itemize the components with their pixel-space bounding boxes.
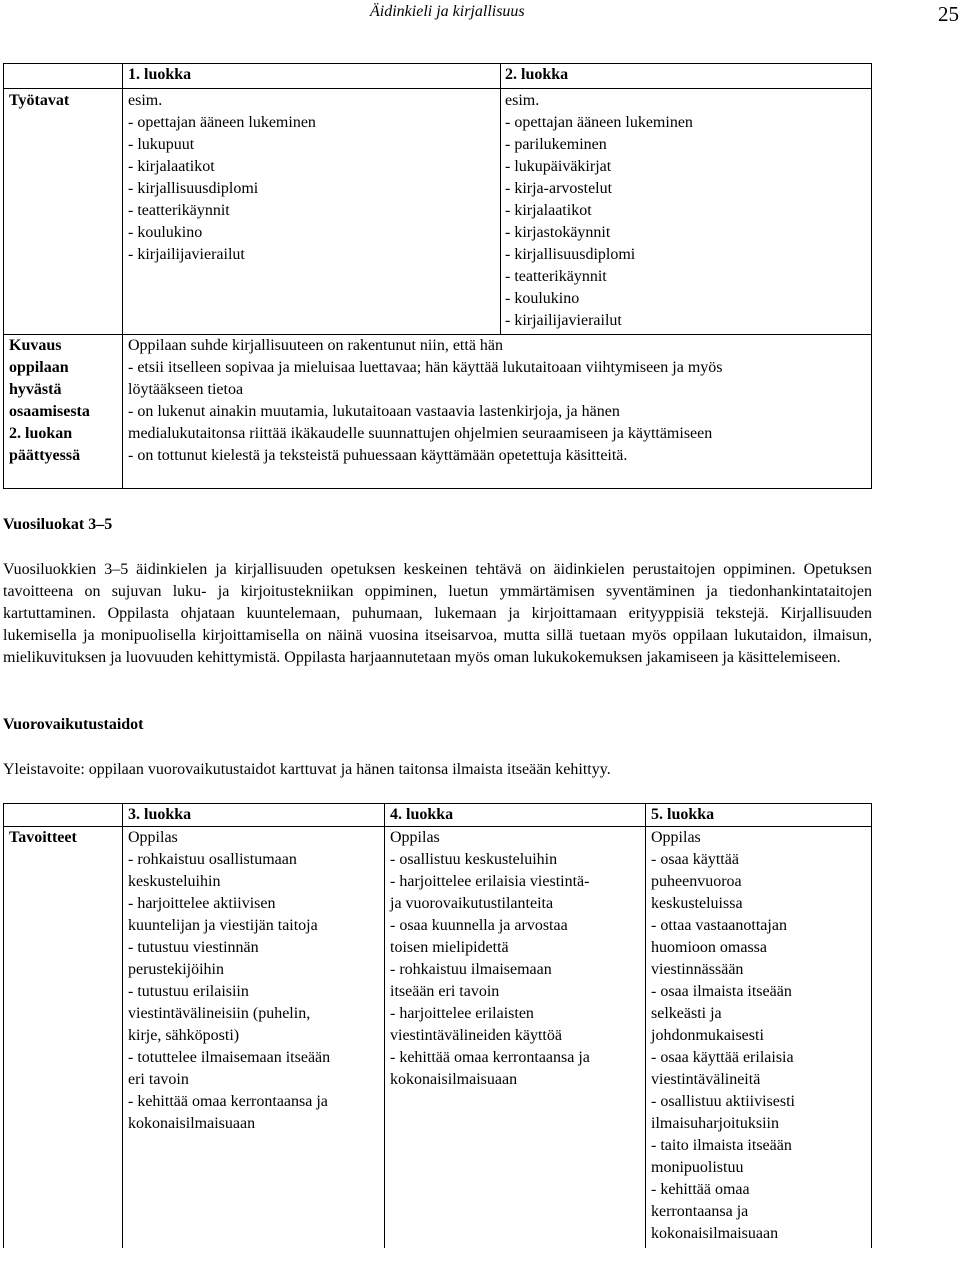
row-label-kuvaus	[9, 335, 90, 467]
section-paragraph-vuosiluokat: Vuosiluokkien 3–5 äidinkielen ja kirjallisuuden opetuksen keskeinen tehtävä on äidinkielen perustaitojen oppiminen. Opetuksen tavoitteena on sujuvan luku- ja kirjoitustekniikan oppiminen, luetun ymmärtämisen syventäminen ja tiedonhankintataitojen kartuttaminen. Oppilasta ohjataan kuuntelemaan, puhumaan, lukemaan ja kirjoittamaan erityyppisiä tekstejä. Kirjallisuuden lukemisella ja monipuolisella kirjoittamisella on näinä vuosina itseisarvoa, mutta sillä tuetaan myös oppilaan lukutaidon, ilmaisun, mielikuvituksen ja luovuuden kehittymistä. Oppilasta harjaannutetaan myös oman lukukokemuksen jakamiseen ja käsittelemiseen.	[3, 561, 872, 666]
list-item: esim.	[505, 92, 540, 109]
list-item: itseään eri tavoin	[390, 983, 500, 1000]
list-item: - lukupäiväkirjat	[505, 158, 612, 175]
list-item: perustekijöihin	[128, 961, 224, 978]
running-header-title: Äidinkieli ja kirjallisuus	[370, 3, 525, 20]
list-item: - totuttelee ilmaisemaan itseään	[128, 1049, 331, 1066]
list-item: - kirjalaatikot	[128, 158, 215, 175]
page-number: 25	[938, 2, 959, 26]
list-item: kokonaisilmaisuaan	[390, 1071, 518, 1088]
list-item: kuuntelijan ja viestijän taitoja	[128, 917, 318, 934]
grade-3-goals-list	[128, 827, 330, 1135]
table-divider	[122, 64, 123, 488]
label-line: osaamisesta	[9, 403, 90, 420]
table-grade-1-2	[3, 63, 872, 489]
row-label-tyotavat: Työtavat	[9, 92, 70, 109]
description-line: - etsii itselleen sopivaa ja mieluisaa luettavaa; hän käyttää lukutaitoaan viihtymiseen ja myös	[128, 359, 723, 376]
description-line: - on tottunut kielestä ja teksteistä puhuessaan käyttämään opetettuja käsitteitä.	[128, 447, 628, 464]
list-item: - tutustuu erilaisiin	[128, 983, 249, 1000]
table-divider	[645, 804, 646, 1248]
list-item: - opettajan ääneen lukeminen	[128, 114, 316, 131]
list-item: keskusteluissa	[651, 895, 743, 912]
column-header-grade-4: 4. luokka	[390, 806, 454, 823]
list-item: - kirja-arvostelut	[505, 180, 613, 197]
list-item: - osallistuu keskusteluihin	[390, 851, 558, 868]
row-label-tavoitteet: Tavoitteet	[9, 829, 77, 846]
section-title-vuosiluokat: Vuosiluokat 3–5	[3, 516, 113, 533]
list-item: - ottaa vastaanottajan	[651, 917, 787, 934]
list-item: Oppilas	[651, 829, 701, 846]
list-item: - kirjailijavierailut	[505, 312, 622, 329]
list-item: - koulukino	[505, 290, 580, 307]
list-item: - kirjalaatikot	[505, 202, 592, 219]
list-item: - kirjastokäynnit	[505, 224, 611, 241]
list-item: viestintävälineiden käyttöä	[390, 1027, 562, 1044]
list-item: - koulukino	[128, 224, 203, 241]
list-item: toisen mielipidettä	[390, 939, 509, 956]
column-header-grade-1: 1. luokka	[128, 66, 192, 83]
table-divider	[500, 64, 501, 334]
list-item: ja vuorovaikutustilanteita	[390, 895, 554, 912]
list-item: kerrontaansa ja	[651, 1203, 749, 1220]
list-item: monipuolistuu	[651, 1159, 744, 1176]
list-item: - kehittää omaa kerrontaansa ja	[390, 1049, 590, 1066]
description-line: Oppilaan suhde kirjallisuuteen on rakentunut niin, että hän	[128, 337, 504, 354]
list-item: esim.	[128, 92, 163, 109]
list-item: kirje, sähköposti)	[128, 1027, 240, 1044]
general-goal-text: Yleistavoite: oppilaan vuorovaikutustaidot karttuvat ja hänen taitonsa ilmaista itseään kehittyy.	[3, 761, 611, 778]
list-item: - parilukeminen	[505, 136, 607, 153]
grade-5-goals-list	[651, 827, 795, 1245]
label-line: hyvästä	[9, 381, 62, 398]
grade-4-goals-list	[390, 827, 590, 1091]
list-item: - lukupuut	[128, 136, 195, 153]
list-item: - kirjallisuusdiplomi	[128, 180, 259, 197]
label-line: 2. luokan	[9, 425, 73, 442]
list-item: - rohkaistuu osallistumaan	[128, 851, 297, 868]
list-item: puheenvuoroa	[651, 873, 742, 890]
list-item: - teatterikäynnit	[505, 268, 607, 285]
list-item: Oppilas	[390, 829, 440, 846]
list-item: selkeästi ja	[651, 1005, 722, 1022]
table-divider	[384, 804, 385, 1248]
list-item: viestinnässään	[651, 961, 744, 978]
label-line: Kuvaus	[9, 337, 62, 354]
column-header-grade-2: 2. luokka	[505, 66, 569, 83]
list-item: ilmaisuharjoituksiin	[651, 1115, 779, 1132]
column-header-grade-5: 5. luokka	[651, 806, 715, 823]
list-item: Oppilas	[128, 829, 178, 846]
grade-1-methods-list	[128, 90, 316, 266]
list-item: keskusteluihin	[128, 873, 221, 890]
list-item: - opettajan ääneen lukeminen	[505, 114, 693, 131]
list-item: huomioon omassa	[651, 939, 767, 956]
list-item: viestintävälineisiin (puhelin,	[128, 1005, 311, 1022]
description-line: löytääkseen tietoa	[128, 381, 244, 398]
list-item: eri tavoin	[128, 1071, 189, 1088]
list-item: - kehittää omaa kerrontaansa ja	[128, 1093, 328, 1110]
good-competence-description	[128, 335, 722, 467]
list-item: - kirjallisuusdiplomi	[505, 246, 636, 263]
section-title-vuorovaikutustaidot: Vuorovaikutustaidot	[3, 716, 144, 733]
list-item: - osaa käyttää	[651, 851, 739, 868]
list-item: kokonaisilmaisuaan	[651, 1225, 779, 1242]
list-item: - harjoittelee erilaisia viestintä-	[390, 873, 590, 890]
list-item: - teatterikäynnit	[128, 202, 230, 219]
list-item: kokonaisilmaisuaan	[128, 1115, 256, 1132]
list-item: - rohkaistuu ilmaisemaan	[390, 961, 552, 978]
list-item: - kehittää omaa	[651, 1181, 750, 1198]
list-item: johdonmukaisesti	[651, 1027, 764, 1044]
list-item: - taito ilmaista itseään	[651, 1137, 792, 1154]
list-item: - tutustuu viestinnän	[128, 939, 259, 956]
label-line: oppilaan	[9, 359, 69, 376]
table-grade-3-5	[3, 803, 872, 1248]
column-header-grade-3: 3. luokka	[128, 806, 192, 823]
list-item: - harjoittelee erilaisten	[390, 1005, 534, 1022]
list-item: - osallistuu aktiivisesti	[651, 1093, 795, 1110]
list-item: viestintävälineitä	[651, 1071, 761, 1088]
grade-2-methods-list	[505, 90, 693, 332]
table-divider	[4, 88, 871, 89]
label-line: päättyessä	[9, 447, 81, 464]
list-item: - osaa kuunnella ja arvostaa	[390, 917, 568, 934]
list-item: - osaa ilmaista itseään	[651, 983, 792, 1000]
table-divider	[122, 804, 123, 1248]
list-item: - kirjailijavierailut	[128, 246, 245, 263]
list-item: - harjoittelee aktiivisen	[128, 895, 276, 912]
description-line: medialukutaitonsa riittää ikäkaudelle suunnattujen ohjelmien seuraamiseen ja käyttämiseen	[128, 425, 713, 442]
list-item: - osaa käyttää erilaisia	[651, 1049, 794, 1066]
description-line: - on lukenut ainakin muutamia, lukutaitoaan vastaavia lastenkirjoja, ja hänen	[128, 403, 620, 420]
